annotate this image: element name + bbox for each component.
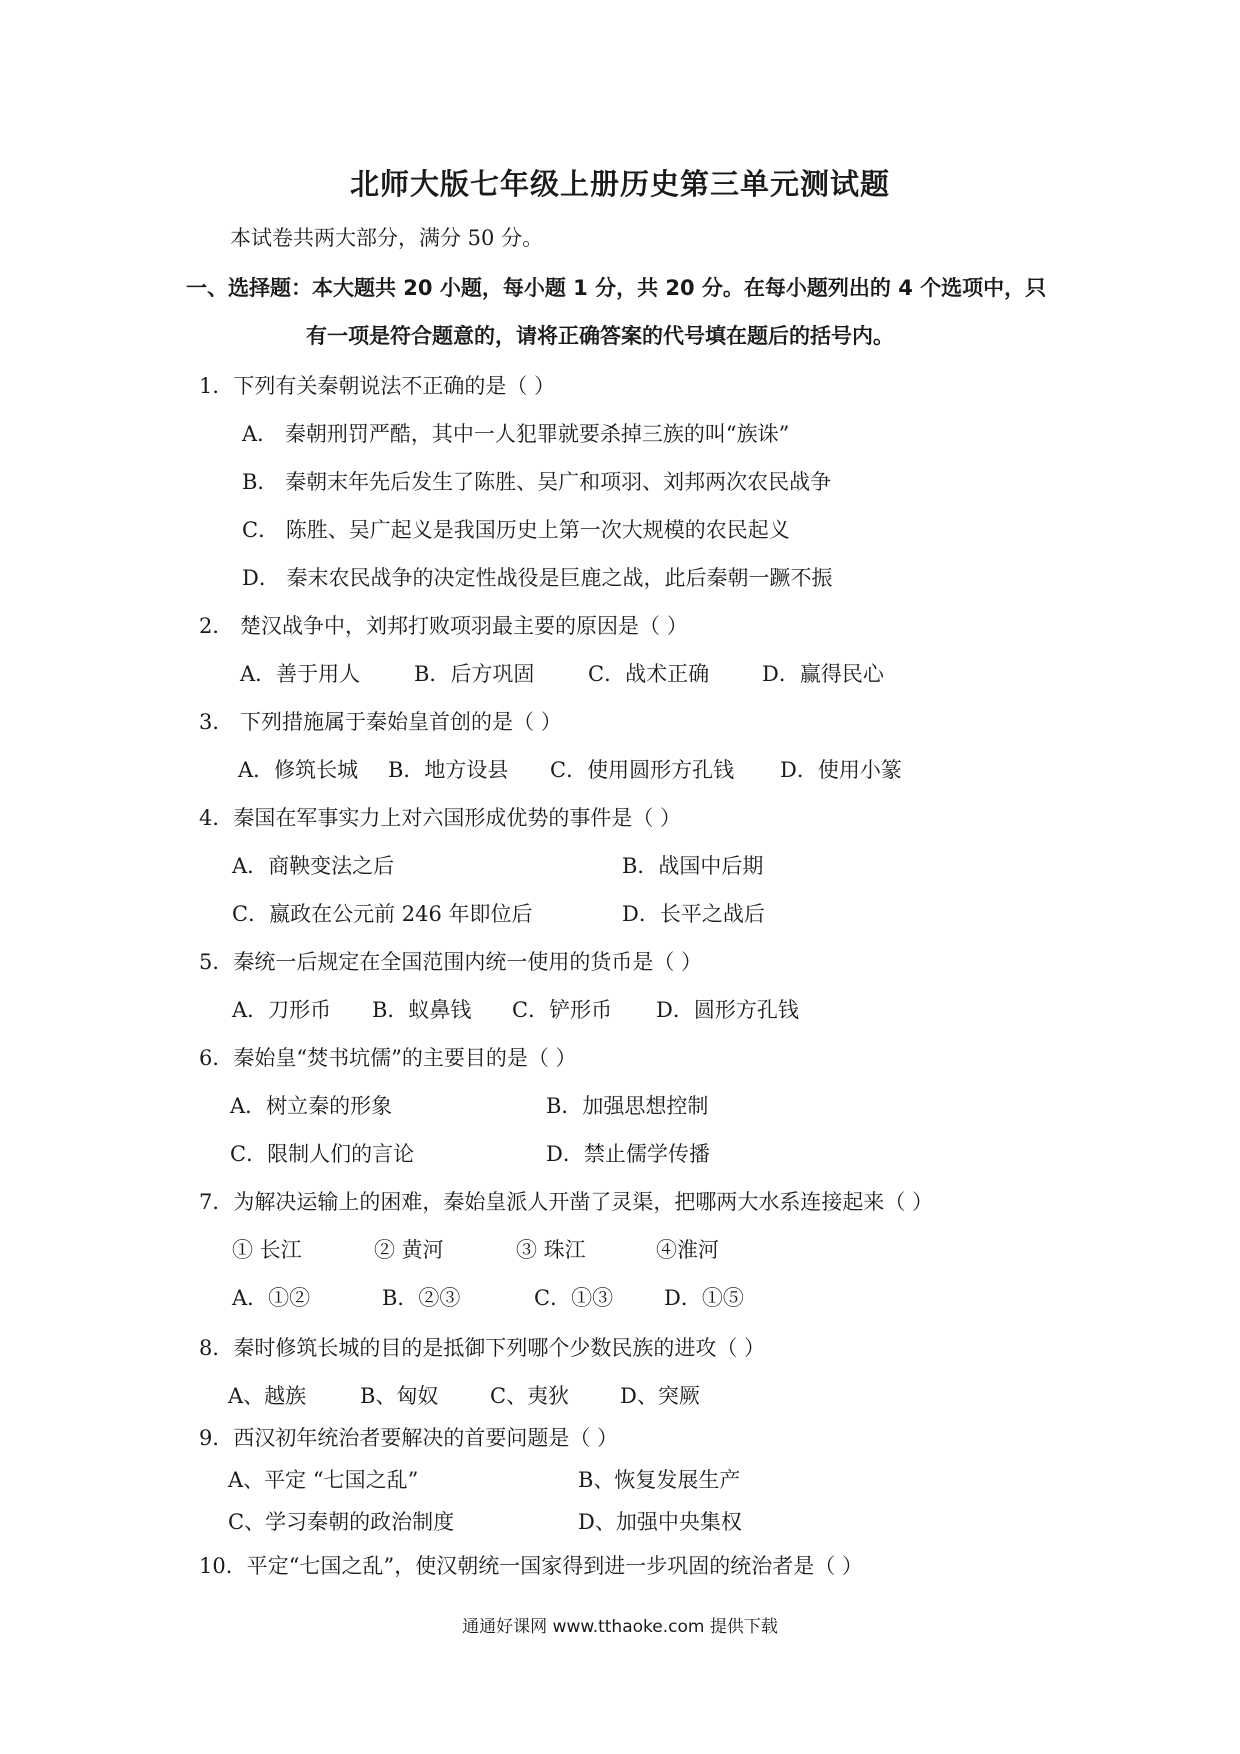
section-heading-line2: 有一项是符合题意的，请将正确答案的代号填在题后的括号内。: [306, 324, 894, 348]
q5-option-a: A．刀形币: [232, 998, 332, 1022]
q4-option-b: B．战国中后期: [622, 854, 764, 878]
q8-option-b: B、匈奴: [360, 1384, 439, 1408]
q1-option-c: C． 陈胜、吴广起义是我国历史上第一次大规模的农民起义: [242, 518, 790, 542]
q9-option-c: C、学习秦朝的政治制度: [228, 1510, 455, 1534]
question-3: 3． 下列措施属于秦始皇首创的是（ ）: [199, 710, 562, 734]
q1-option-d: D． 秦末农民战争的决定性战役是巨鹿之战，此后秦朝一蹶不振: [242, 566, 833, 590]
q7-option-c: C．①③: [534, 1286, 614, 1310]
q3-option-b: B．地方设县: [388, 758, 509, 782]
q4-option-d: D．长平之战后: [622, 902, 765, 926]
q7-option-b: B．②③: [382, 1286, 461, 1310]
q2-option-c: C．战术正确: [588, 662, 710, 686]
page-title: 北师大版七年级上册历史第三单元测试题: [349, 167, 890, 201]
q6-option-b: B．加强思想控制: [546, 1094, 709, 1118]
q6-option-d: D．禁止儒学传播: [546, 1142, 710, 1166]
question-2: 2． 楚汉战争中，刘邦打败项羽最主要的原因是（ ）: [199, 614, 688, 638]
q7-option-a: A．①②: [232, 1286, 311, 1310]
intro-text: 本试卷共两大部分，满分 50 分。: [230, 226, 544, 250]
q5-option-b: B．蚁鼻钱: [372, 998, 472, 1022]
page-footer: 通通好课网 www.tthaoke.com 提供下载: [462, 1617, 778, 1637]
q6-option-a: A．树立秦的形象: [230, 1094, 393, 1118]
question-6: 6．秦始皇“焚书坑儒”的主要目的是（ ）: [199, 1046, 577, 1070]
q3-option-d: D．使用小篆: [780, 758, 902, 782]
question-5: 5．秦统一后规定在全国范围内统一使用的货币是（ ）: [199, 950, 703, 974]
q9-option-b: B、恢复发展生产: [578, 1468, 741, 1492]
q8-option-d: D、突厥: [620, 1384, 700, 1408]
q2-option-a: A．善于用人: [240, 662, 361, 686]
q9-option-d: D、加强中央集权: [578, 1510, 742, 1534]
q7-item-3: ③ 珠江: [516, 1238, 586, 1262]
section-heading-line1: 一、选择题：本大题共 20 小题，每小题 1 分，共 20 分。在每小题列出的 4 个选项中，只: [186, 276, 1047, 300]
q6-option-c: C．限制人们的言论: [230, 1142, 415, 1166]
q9-option-a: A、平定 “七国之乱”: [228, 1468, 419, 1492]
q3-option-c: C．使用圆形方孔钱: [550, 758, 735, 782]
question-9: 9．西汉初年统治者要解决的首要问题是（ ）: [199, 1426, 619, 1450]
q5-option-d: D．圆形方孔钱: [656, 998, 799, 1022]
q7-item-1: ① 长江: [232, 1238, 302, 1262]
q7-item-4: ④淮河: [656, 1238, 719, 1262]
q8-option-c: C、夷狄: [490, 1384, 570, 1408]
q3-option-a: A．修筑长城: [238, 758, 359, 782]
question-4: 4．秦国在军事实力上对六国形成优势的事件是（ ）: [199, 806, 682, 830]
q7-item-2: ② 黄河: [374, 1238, 444, 1262]
q4-option-a: A．商鞅变法之后: [232, 854, 395, 878]
q1-option-a: A． 秦朝刑罚严酷，其中一人犯罪就要杀掉三族的叫“族诛”: [242, 422, 790, 446]
q7-option-d: D．①⑤: [664, 1286, 744, 1310]
question-1: 1．下列有关秦朝说法不正确的是（ ）: [199, 374, 556, 398]
q1-option-b: B． 秦朝末年先后发生了陈胜、吴广和项羽、刘邦两次农民战争: [242, 470, 832, 494]
q2-option-b: B．后方巩固: [414, 662, 535, 686]
question-7: 7．为解决运输上的困难，秦始皇派人开凿了灵渠，把哪两大水系连接起来（ ）: [199, 1190, 934, 1214]
question-10: 10．平定“七国之乱”，使汉朝统一国家得到进一步巩固的统治者是（ ）: [199, 1554, 863, 1578]
q2-option-d: D．赢得民心: [762, 662, 884, 686]
q8-option-a: A、越族: [228, 1384, 307, 1408]
q4-option-c: C．嬴政在公元前 246 年即位后: [232, 902, 533, 926]
question-8: 8．秦时修筑长城的目的是抵御下列哪个少数民族的进攻（ ）: [199, 1336, 766, 1360]
q5-option-c: C．铲形币: [512, 998, 613, 1022]
